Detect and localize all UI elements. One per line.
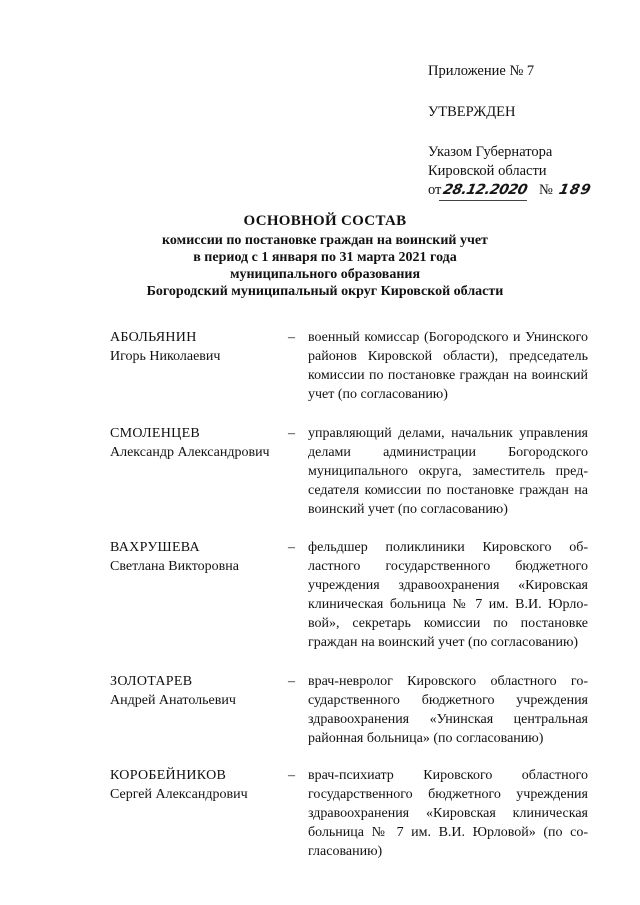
member-name	[110, 424, 288, 519]
member-given-name: Александр Александрович	[110, 445, 270, 460]
member-surname: ЗОЛОТАРЕВ	[110, 674, 193, 689]
handwritten-number: 189	[557, 182, 593, 198]
title-line-2: в период с 1 января по 31 марта 2021 года	[193, 250, 457, 265]
member-entry	[110, 538, 588, 652]
members-list	[110, 328, 588, 861]
decree-line-1: Указом Губернатора	[428, 144, 553, 160]
approved-label: УТВЕРЖДЕН	[428, 104, 516, 120]
member-entry	[110, 766, 588, 861]
title-line-4: Богородский муниципальный округ Кировской области	[146, 284, 504, 299]
document-title	[100, 213, 550, 300]
member-name	[110, 766, 288, 861]
member-role: врач-психиатр Кировского областного государственного бюджетного учреждения здравоохранения «Кировская клиническая больница № 7 им. В.И. Юрловой» (по согласованию)	[308, 768, 588, 859]
member-role: врач-невролог Кировского областного государственного бюджетного учреждения здравоохранения «Унинская центральная районная больница» (по согласованию)	[308, 674, 588, 746]
member-name	[110, 328, 288, 404]
approval-block	[428, 62, 628, 201]
handwritten-date: 28.12.2020	[439, 181, 531, 201]
member-role: военный комиссар (Богородского и Унинского районов Кировской области), председатель комиссии по постановке граждан на воинский учет (по согласованию)	[308, 330, 588, 402]
decree-date-number-line	[428, 181, 628, 201]
member-surname: ВАХРУШЕВА	[110, 540, 200, 555]
title-main: ОСНОВНОЙ СОСТАВ	[243, 213, 407, 229]
title-line-1: комиссии по постановке граждан на воинский учет	[162, 233, 488, 248]
member-surname: АБОЛЬЯНИН	[110, 330, 197, 345]
member-entry	[110, 672, 588, 748]
member-dash: –	[288, 768, 295, 783]
member-dash: –	[288, 674, 295, 689]
member-entry	[110, 424, 588, 519]
title-line-3: муниципального образования	[229, 267, 421, 282]
member-given-name: Светлана Викторовна	[110, 559, 239, 574]
number-sign: №	[538, 182, 553, 198]
member-dash: –	[288, 330, 295, 345]
appendix-label: Приложение № 7	[428, 63, 535, 79]
member-surname: СМОЛЕНЦЕВ	[110, 426, 201, 441]
member-surname: КОРОБЕЙНИКОВ	[110, 768, 227, 783]
member-role: фельдшер поликлиники Кировского областного государственного бюджетного учреждения здравоохранения «Кировская клиническая больница № 7 им. В.И. Юрловой», секретарь комиссии по постановке граждан на воинский учет (по согласованию)	[308, 540, 588, 650]
decree-line-2: Кировской области	[428, 163, 547, 179]
member-dash: –	[288, 426, 295, 441]
member-role: управляющий делами, начальник управления делами администрации Богородского муниципального округа, заместитель председателя комиссии по постановке граждан на воинский учет (по согласованию)	[308, 426, 588, 517]
member-given-name: Игорь Николаевич	[110, 349, 221, 364]
member-entry	[110, 328, 588, 404]
from-prefix: от	[428, 182, 442, 198]
member-name	[110, 672, 288, 748]
member-name	[110, 538, 288, 652]
member-dash: –	[288, 540, 295, 555]
member-given-name: Сергей Александрович	[110, 787, 248, 802]
member-given-name: Андрей Анатольевич	[110, 693, 236, 708]
